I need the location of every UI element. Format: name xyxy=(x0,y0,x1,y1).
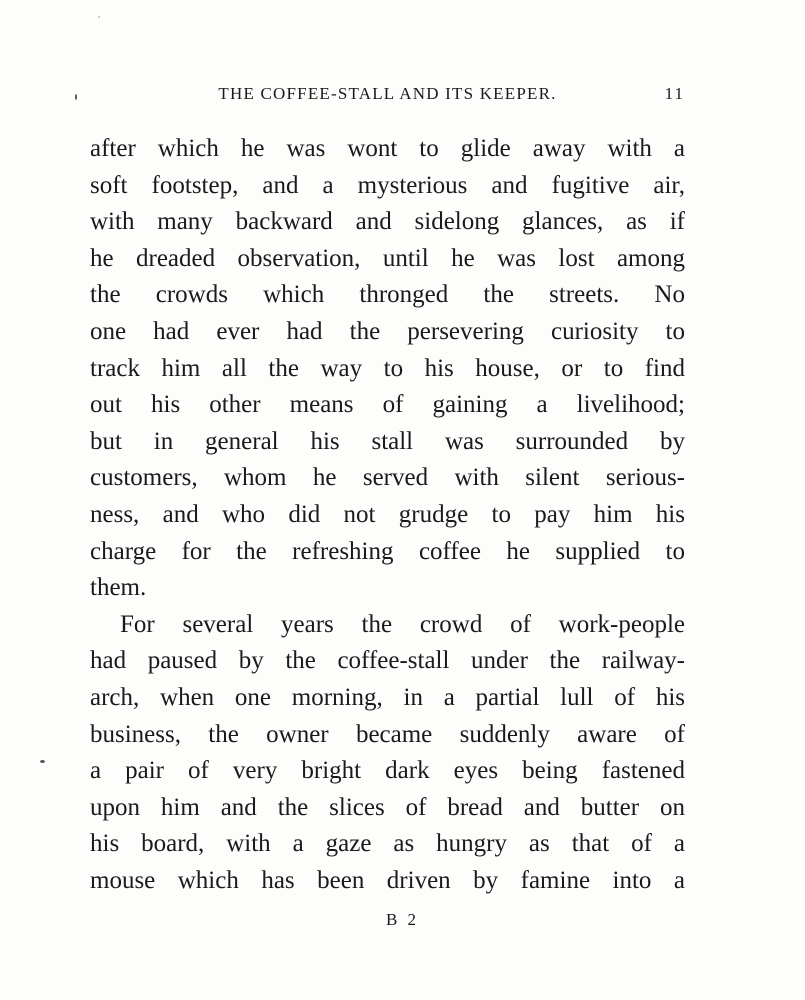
text-line: arch, when one morning, in a partial lull of his xyxy=(90,683,685,711)
text-line: charge for the refreshing coffee he supplied to xyxy=(90,537,685,565)
text-line: one had ever had the persevering curiosity to xyxy=(90,317,685,345)
running-head xyxy=(90,84,685,108)
running-title: THE COFFEE-STALL AND ITS KEEPER. xyxy=(218,84,557,103)
body-text xyxy=(90,131,685,899)
text-line: mouse which has been driven by famine into a xyxy=(90,866,685,894)
paragraph-1 xyxy=(90,131,685,607)
text-line: customers, whom he served with silent serious- xyxy=(90,464,685,492)
text-line: business, the owner became suddenly aware of xyxy=(90,720,685,748)
text-line: he dreaded observation, until he was lost among xyxy=(90,244,685,272)
text-line: a pair of very bright dark eyes being fastened xyxy=(90,757,685,785)
page-number: 11 xyxy=(664,84,685,103)
text-line: had paused by the coffee-stall under the railway- xyxy=(90,647,685,675)
text-line: his board, with a gaze as hungry as that of a xyxy=(90,830,685,858)
scan-speck xyxy=(98,16,100,18)
text-line: but in general his stall was surrounded by xyxy=(90,427,685,455)
signature-mark: B 2 xyxy=(385,910,420,929)
text-line: the crowds which thronged the streets. No xyxy=(90,281,685,309)
scan-speck xyxy=(75,94,77,100)
scan-speck xyxy=(40,760,45,763)
text-line: them. xyxy=(90,574,147,602)
paragraph-2 xyxy=(90,607,685,900)
text-line: soft footstep, and a mysterious and fugitive air, xyxy=(90,171,685,199)
text-line: ness, and who did not grudge to pay him his xyxy=(90,500,685,528)
text-line: out his other means of gaining a livelihood; xyxy=(90,391,685,419)
text-line: after which he was wont to glide away with a xyxy=(90,135,685,162)
text-line: For several years the crowd of work-people xyxy=(120,610,685,638)
text-line: upon him and the slices of bread and butter on xyxy=(90,793,685,821)
text-line: track him all the way to his house, or to find xyxy=(90,354,685,382)
text-line: with many backward and sidelong glances, as if xyxy=(90,208,685,236)
